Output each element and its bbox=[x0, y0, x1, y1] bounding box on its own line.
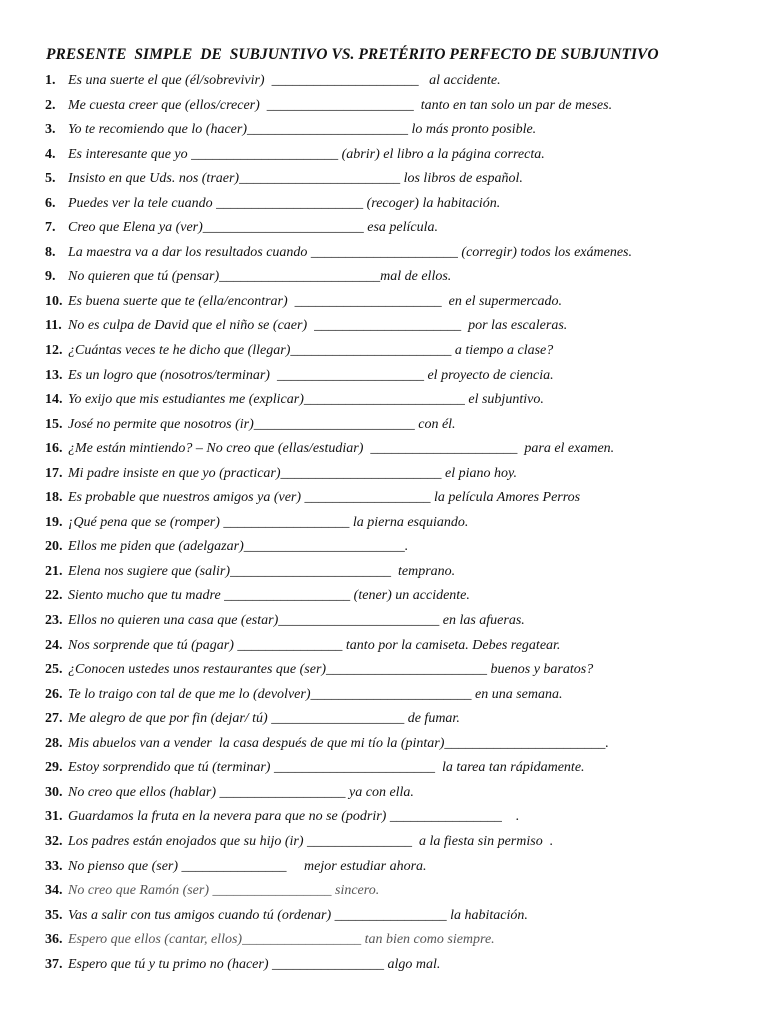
exercise-number: 15. bbox=[45, 416, 63, 432]
exercise-item bbox=[0, 414, 768, 439]
exercise-item bbox=[0, 905, 768, 930]
exercise-sentence: No es culpa de David que el niño se (caer) _____________________ por las escaleras. bbox=[68, 318, 568, 334]
exercise-number: 23. bbox=[45, 613, 63, 629]
exercise-number: 36. bbox=[45, 932, 63, 948]
exercise-item bbox=[0, 217, 768, 242]
exercise-sentence: Espero que ellos (cantar, ellos)_________________ tan bien como siempre. bbox=[68, 932, 495, 948]
exercise-item bbox=[0, 95, 768, 120]
exercise-item bbox=[0, 463, 768, 488]
exercise-number: 5. bbox=[45, 171, 56, 187]
exercise-sentence: ¿Me están mintiendo? – No creo que (ellas/estudiar) _____________________ para el examen. bbox=[68, 441, 615, 457]
exercise-sentence: ¿Cuántas veces te he dicho que (llegar)_______________________ a tiempo a clase? bbox=[68, 343, 554, 359]
exercise-item bbox=[0, 635, 768, 660]
exercise-number: 25. bbox=[45, 662, 63, 678]
exercise-number: 28. bbox=[45, 735, 63, 751]
exercise-number: 14. bbox=[45, 392, 63, 408]
exercise-number: 10. bbox=[45, 293, 63, 309]
exercise-number: 33. bbox=[45, 858, 63, 874]
exercise-sentence: Vas a salir con tus amigos cuando tú (ordenar) ________________ la habitación. bbox=[68, 907, 528, 923]
exercise-sentence: Es interesante que yo _____________________ (abrir) el libro a la página correcta. bbox=[68, 146, 545, 162]
exercise-number: 13. bbox=[45, 367, 63, 383]
exercise-sentence: Insisto en que Uds. nos (traer)_______________________ los libros de español. bbox=[68, 171, 523, 187]
exercise-sentence: Espero que tú y tu primo no (hacer) ________________ algo mal. bbox=[68, 956, 441, 972]
exercise-item bbox=[0, 340, 768, 365]
exercise-number: 20. bbox=[45, 539, 63, 555]
exercise-number: 22. bbox=[45, 588, 63, 604]
exercise-list bbox=[0, 70, 768, 978]
exercise-item bbox=[0, 610, 768, 635]
exercise-sentence: Me alegro de que por fin (dejar/ tú) ___________________ de fumar. bbox=[68, 711, 460, 727]
exercise-number: 30. bbox=[45, 784, 63, 800]
exercise-sentence: Mis abuelos van a vender la casa después de que mi tío la (pintar)_______________________. bbox=[68, 735, 609, 751]
exercise-item bbox=[0, 757, 768, 782]
exercise-sentence: ¡Qué pena que se (romper) __________________ la pierna esquiando. bbox=[68, 514, 469, 530]
exercise-item bbox=[0, 242, 768, 267]
exercise-sentence: Siento mucho que tu madre __________________ (tener) un accidente. bbox=[68, 588, 470, 604]
exercise-number: 16. bbox=[45, 441, 63, 457]
exercise-number: 32. bbox=[45, 833, 63, 849]
exercise-number: 8. bbox=[45, 244, 56, 260]
exercise-number: 2. bbox=[45, 97, 56, 113]
exercise-sentence: ¿Conocen ustedes unos restaurantes que (ser)_______________________ buenos y baratos? bbox=[68, 662, 594, 678]
exercise-item bbox=[0, 487, 768, 512]
exercise-number: 37. bbox=[45, 956, 63, 972]
exercise-number: 7. bbox=[45, 220, 56, 236]
exercise-item bbox=[0, 168, 768, 193]
exercise-sentence: Estoy sorprendido que tú (terminar) _______________________ la tarea tan rápidamente. bbox=[68, 760, 585, 776]
exercise-sentence: Es una suerte el que (él/sobrevivir) _____________________ al accidente. bbox=[68, 73, 501, 88]
exercise-sentence: Yo exijo que mis estudiantes me (explicar)_______________________ el subjuntivo. bbox=[68, 392, 544, 408]
exercise-number: 4. bbox=[45, 146, 56, 162]
exercise-item bbox=[0, 536, 768, 561]
exercise-item bbox=[0, 512, 768, 537]
exercise-item bbox=[0, 831, 768, 856]
worksheet-title: PRESENTE SIMPLE DE SUBJUNTIVO VS. PRETÉRITO PERFECTO DE SUBJUNTIVO bbox=[46, 46, 659, 63]
exercise-sentence: La maestra va a dar los resultados cuando _____________________ (corregir) todos los exámenes. bbox=[68, 244, 632, 260]
exercise-sentence: Nos sorprende que tú (pagar) _______________ tanto por la camiseta. Debes regatear. bbox=[68, 637, 561, 653]
exercise-sentence: Te lo traigo con tal de que me lo (devolver)_______________________ en una semana. bbox=[68, 686, 563, 702]
exercise-number: 27. bbox=[45, 711, 63, 727]
exercise-number: 35. bbox=[45, 907, 63, 923]
exercise-item bbox=[0, 144, 768, 169]
exercise-sentence: Ellos no quieren una casa que (estar)_______________________ en las afueras. bbox=[68, 613, 525, 629]
exercise-item bbox=[0, 389, 768, 414]
exercise-sentence: Puedes ver la tele cuando _____________________ (recoger) la habitación. bbox=[68, 195, 501, 211]
exercise-item bbox=[0, 782, 768, 807]
exercise-number: 18. bbox=[45, 490, 63, 506]
exercise-sentence: No pienso que (ser) _______________ mejor estudiar ahora. bbox=[68, 858, 427, 874]
exercise-number: 9. bbox=[45, 269, 56, 285]
exercise-number: 11. bbox=[45, 318, 62, 334]
exercise-sentence: Elena nos sugiere que (salir)_______________________ temprano. bbox=[68, 563, 456, 579]
exercise-number: 21. bbox=[45, 563, 63, 579]
exercise-item bbox=[0, 561, 768, 586]
exercise-item bbox=[0, 266, 768, 291]
exercise-sentence: Es buena suerte que te (ella/encontrar) _____________________ en el supermercado. bbox=[68, 293, 563, 309]
exercise-sentence: No quieren que tú (pensar)_______________________mal de ellos. bbox=[68, 269, 452, 285]
exercise-sentence: Es un logro que (nosotros/terminar) _____________________ el proyecto de ciencia. bbox=[68, 367, 554, 383]
exercise-item bbox=[0, 806, 768, 831]
exercise-item bbox=[0, 880, 768, 905]
exercise-item bbox=[0, 365, 768, 390]
exercise-item bbox=[0, 119, 768, 144]
exercise-item bbox=[0, 315, 768, 340]
exercise-item bbox=[0, 708, 768, 733]
exercise-item bbox=[0, 70, 768, 95]
exercise-sentence: Es probable que nuestros amigos ya (ver) __________________ la película Amores Perros bbox=[68, 490, 581, 506]
exercise-sentence: Yo te recomiendo que lo (hacer)_______________________ lo más pronto posible. bbox=[68, 122, 537, 138]
exercise-number: 6. bbox=[45, 195, 56, 211]
exercise-number: 29. bbox=[45, 760, 63, 776]
exercise-number: 31. bbox=[45, 809, 63, 825]
exercise-item bbox=[0, 438, 768, 463]
exercise-number: 12. bbox=[45, 343, 63, 359]
exercise-number: 1. bbox=[45, 73, 56, 88]
exercise-sentence: No creo que Ramón (ser) _________________ sincero. bbox=[68, 883, 380, 899]
exercise-item bbox=[0, 291, 768, 316]
exercise-number: 3. bbox=[45, 122, 56, 138]
exercise-item bbox=[0, 733, 768, 758]
exercise-number: 24. bbox=[45, 637, 63, 653]
exercise-item bbox=[0, 856, 768, 881]
exercise-number: 26. bbox=[45, 686, 63, 702]
exercise-sentence: Ellos me piden que (adelgazar)_______________________. bbox=[68, 539, 409, 555]
exercise-sentence: Guardamos la fruta en la nevera para que no se (podrir) ________________ . bbox=[68, 809, 520, 825]
exercise-sentence: Me cuesta creer que (ellos/crecer) _____________________ tanto en tan solo un par de meses. bbox=[68, 97, 613, 113]
exercise-item bbox=[0, 929, 768, 954]
exercise-sentence: Los padres están enojados que su hijo (ir) _______________ a la fiesta sin permiso . bbox=[68, 833, 554, 849]
exercise-item bbox=[0, 954, 768, 979]
exercise-item bbox=[0, 659, 768, 684]
exercise-sentence: Creo que Elena ya (ver)_______________________ esa película. bbox=[68, 220, 439, 236]
exercise-number: 17. bbox=[45, 465, 63, 481]
exercise-number: 34. bbox=[45, 883, 63, 899]
exercise-sentence: Mi padre insiste en que yo (practicar)_______________________ el piano hoy. bbox=[68, 465, 517, 481]
exercise-item bbox=[0, 193, 768, 218]
exercise-sentence: No creo que ellos (hablar) __________________ ya con ella. bbox=[68, 784, 414, 800]
exercise-number: 19. bbox=[45, 514, 63, 530]
exercise-item bbox=[0, 585, 768, 610]
exercise-item bbox=[0, 684, 768, 709]
exercise-sentence: José no permite que nosotros (ir)_______________________ con él. bbox=[68, 416, 456, 432]
